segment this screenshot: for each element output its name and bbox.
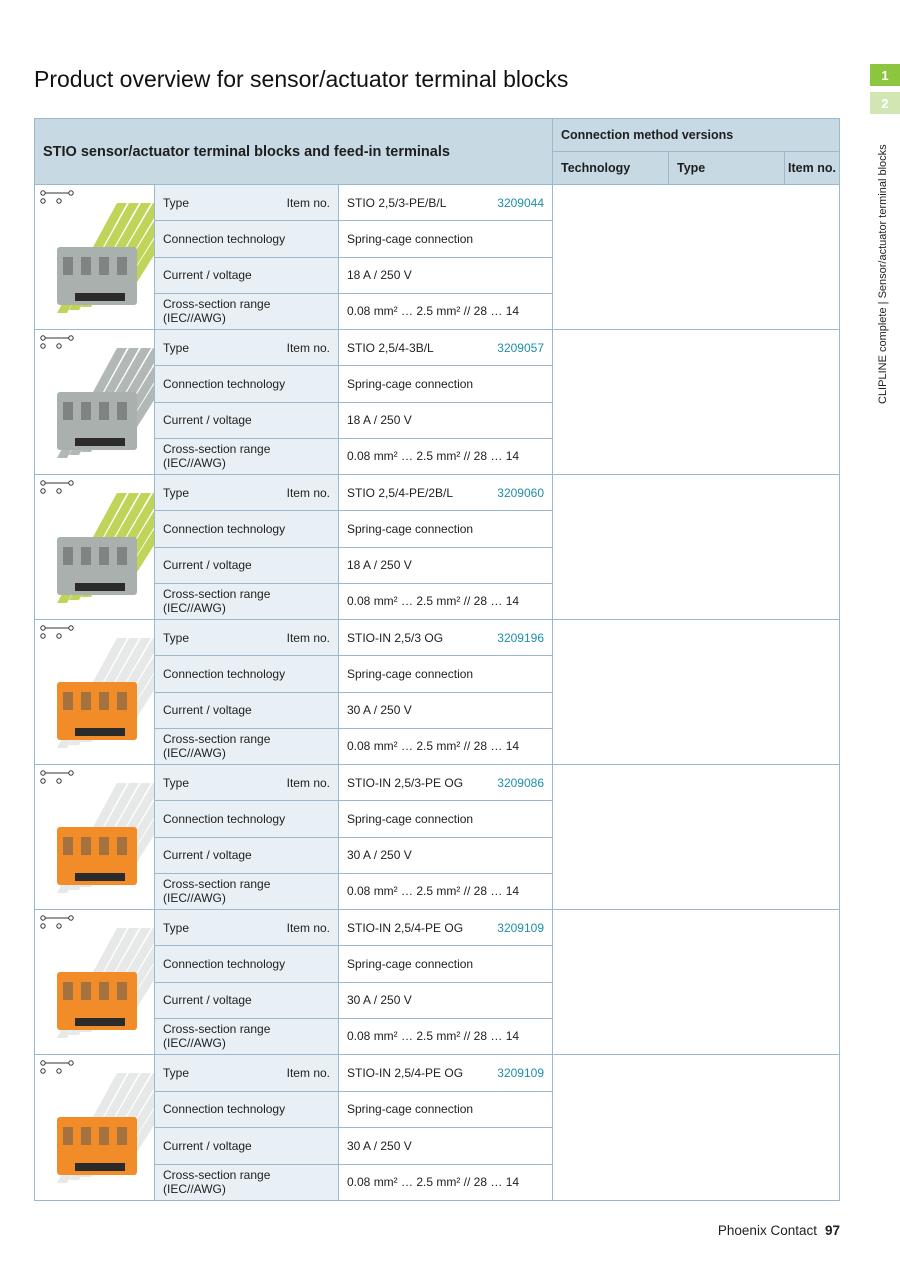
page-footer: [718, 1223, 840, 1238]
spec-row-type: [155, 330, 552, 366]
circuit-symbol-node: [41, 779, 45, 783]
circuit-symbol-node: [57, 779, 61, 783]
spec-label-item-no: Item no.: [286, 340, 330, 355]
spec-row-current: [155, 983, 552, 1019]
spec-row-connection: [155, 656, 552, 692]
terminal-opening: [63, 547, 73, 565]
circuit-symbol-node: [41, 481, 45, 485]
spec-row-cross-section: [155, 874, 552, 909]
spec-label-item-no: Item no.: [286, 775, 330, 790]
spec-label-type: Type: [163, 920, 190, 935]
item-number-link[interactable]: 3209086: [497, 775, 544, 790]
item-number-link[interactable]: 3209109: [497, 1065, 544, 1080]
spec-label-connection: Connection technology: [155, 656, 339, 691]
spec-label-cross-section: Cross-section range (IEC//AWG): [155, 584, 339, 619]
circuit-symbol-node: [57, 344, 61, 348]
item-number-link[interactable]: 3209109: [497, 920, 544, 935]
din-rail: [75, 1018, 125, 1026]
spec-value-connection: Spring-cage connection: [347, 521, 474, 536]
terminal-block-illustration: [35, 330, 154, 474]
circuit-symbol-node: [41, 1069, 45, 1073]
spec-label-connection: Connection technology: [155, 366, 339, 401]
item-number-link[interactable]: 3209044: [497, 195, 544, 210]
product-type: STIO-IN 2,5/3-PE OG: [347, 775, 464, 790]
product-row: [35, 185, 839, 330]
spec-row-cross-section: [155, 439, 552, 474]
spec-value-current: 30 A / 250 V: [347, 993, 412, 1008]
spec-label-type: Type: [163, 195, 190, 210]
connection-method-cell: [553, 910, 839, 1054]
spec-label-current: Current / voltage: [155, 1128, 339, 1164]
spec-label-connection: Connection technology: [155, 801, 339, 836]
product-type: STIO 2,5/4-PE/2B/L: [347, 485, 454, 500]
connection-method-cell: [553, 765, 839, 909]
connection-method-cell: [553, 620, 839, 764]
spec-label-cross-section: Cross-section range (IEC//AWG): [155, 1165, 339, 1201]
col-item-no: Item no.: [788, 161, 836, 175]
spec-row-current: [155, 403, 552, 439]
spec-label-current: Current / voltage: [155, 693, 339, 728]
spec-value-cross-section: 0.08 mm² … 2.5 mm² // 28 … 14: [347, 884, 520, 899]
spec-label-type-cell: [155, 765, 339, 800]
spec-label-type-cell: [155, 910, 339, 945]
spec-label-connection: Connection technology: [155, 221, 339, 256]
terminal-opening: [117, 257, 127, 275]
product-specs: [155, 1055, 553, 1200]
spec-label-cross-section: Cross-section range (IEC//AWG): [155, 1019, 339, 1054]
circuit-symbol-node: [41, 634, 45, 638]
product-image: [35, 330, 155, 474]
circuit-symbol-node: [41, 924, 45, 928]
din-rail: [75, 293, 125, 301]
spec-label-current: Current / voltage: [155, 838, 339, 873]
spec-label-cross-section: Cross-section range (IEC//AWG): [155, 439, 339, 474]
product-type: STIO 2,5/3-PE/B/L: [347, 195, 447, 210]
circuit-symbol-node: [69, 336, 73, 340]
spec-value-cross-section: 0.08 mm² … 2.5 mm² // 28 … 14: [347, 449, 520, 464]
circuit-symbol-node: [41, 199, 45, 203]
chapter-tab-1[interactable]: 1: [870, 64, 900, 86]
spec-value-current: 18 A / 250 V: [347, 413, 412, 428]
product-image: [35, 765, 155, 909]
chapter-tab-2[interactable]: 2: [870, 92, 900, 114]
din-rail: [75, 438, 125, 446]
product-list: [35, 185, 839, 1200]
page-number: 97: [824, 1223, 840, 1238]
terminal-opening: [117, 837, 127, 855]
spec-row-type: [155, 185, 552, 221]
connection-method-title: Connection method versions: [553, 119, 839, 152]
spec-value-cross-section: 0.08 mm² … 2.5 mm² // 28 … 14: [347, 1029, 520, 1044]
circuit-symbol-node: [69, 916, 73, 920]
spec-label-current: Current / voltage: [155, 258, 339, 293]
product-row: [35, 765, 839, 910]
connection-header: [553, 119, 839, 184]
spec-row-connection: [155, 366, 552, 402]
circuit-symbol-node: [57, 489, 61, 493]
spec-value-cross-section: 0.08 mm² … 2.5 mm² // 28 … 14: [347, 1175, 520, 1190]
connection-method-cell: [553, 330, 839, 474]
spec-row-current: [155, 1128, 552, 1165]
spec-label-connection: Connection technology: [155, 511, 339, 546]
spec-label-item-no: Item no.: [286, 485, 330, 500]
product-type: STIO-IN 2,5/4-PE OG: [347, 1065, 464, 1080]
terminal-opening: [81, 547, 91, 565]
footer-brand: Phoenix Contact: [717, 1223, 817, 1238]
spec-row-type: [155, 1055, 552, 1092]
product-type: STIO-IN 2,5/3 OG: [347, 630, 444, 645]
terminal-block-illustration: [35, 765, 154, 909]
circuit-symbol-node: [41, 916, 45, 920]
product-type: STIO 2,5/4-3B/L: [347, 340, 434, 355]
spec-value-current: 30 A / 250 V: [347, 848, 412, 863]
product-type: STIO-IN 2,5/4-PE OG: [347, 920, 464, 935]
spec-label-type: Type: [163, 775, 190, 790]
circuit-symbol-node: [69, 481, 73, 485]
spec-value-connection: Spring-cage connection: [347, 811, 474, 826]
terminal-opening: [81, 402, 91, 420]
terminal-block-illustration: [35, 475, 154, 619]
spec-row-type: [155, 475, 552, 511]
circuit-symbol-node: [41, 1061, 45, 1065]
spec-row-type: [155, 765, 552, 801]
spec-row-connection: [155, 1092, 552, 1129]
terminal-opening: [117, 692, 127, 710]
din-rail: [75, 873, 125, 881]
spec-value-current: 18 A / 250 V: [347, 268, 412, 283]
product-row: [35, 330, 839, 475]
spec-label-type: Type: [163, 630, 190, 645]
col-technology: Technology: [553, 152, 669, 184]
product-specs: [155, 765, 553, 909]
connection-method-cell: [553, 475, 839, 619]
spec-label-item-no: Item no.: [286, 630, 330, 645]
product-specs: [155, 620, 553, 764]
product-image: [35, 620, 155, 764]
spec-value-connection: Spring-cage connection: [347, 666, 474, 681]
product-row: [35, 620, 839, 765]
item-number-link[interactable]: 3209196: [497, 630, 544, 645]
din-rail: [75, 1163, 125, 1171]
product-image: [35, 475, 155, 619]
circuit-symbol-node: [69, 191, 73, 195]
spec-value-cross-section: 0.08 mm² … 2.5 mm² // 28 … 14: [347, 739, 520, 754]
spec-value-current: 18 A / 250 V: [347, 558, 412, 573]
circuit-symbol-node: [41, 489, 45, 493]
spec-row-cross-section: [155, 1019, 552, 1054]
spec-value-connection: Spring-cage connection: [347, 376, 474, 391]
spec-value-type-cell: [339, 620, 552, 655]
table-header-title: STIO sensor/actuator terminal blocks and feed-in terminals: [35, 119, 553, 184]
din-rail: [75, 728, 125, 736]
terminal-opening: [81, 692, 91, 710]
connection-method-cell: [553, 1055, 839, 1200]
spec-value-type-cell: [339, 765, 552, 800]
spec-label-type-cell: [155, 330, 339, 365]
spec-label-type: Type: [163, 485, 190, 500]
product-image: [35, 185, 155, 329]
spec-label-item-no: Item no.: [286, 1065, 330, 1080]
product-specs: [155, 910, 553, 1054]
spec-row-cross-section: [155, 294, 552, 329]
circuit-symbol-node: [57, 634, 61, 638]
spec-label-current: Current / voltage: [155, 403, 339, 438]
spec-value-type-cell: [339, 910, 552, 945]
terminal-opening: [63, 692, 73, 710]
spec-value-connection: Spring-cage connection: [347, 1102, 474, 1117]
spec-label-type-cell: [155, 475, 339, 510]
spec-label-type-cell: [155, 1055, 339, 1091]
spec-value-current: 30 A / 250 V: [347, 703, 412, 718]
connection-columns: [553, 152, 839, 184]
table-header: [35, 119, 839, 185]
terminal-opening: [63, 257, 73, 275]
spec-row-type: [155, 620, 552, 656]
terminal-opening: [117, 402, 127, 420]
spec-label-connection: Connection technology: [155, 1092, 339, 1128]
spec-row-cross-section: [155, 584, 552, 619]
terminal-opening: [81, 982, 91, 1000]
product-image: [35, 1055, 155, 1200]
terminal-opening: [81, 837, 91, 855]
spec-label-cross-section: Cross-section range (IEC//AWG): [155, 294, 339, 329]
circuit-symbol-node: [41, 344, 45, 348]
spec-row-current: [155, 258, 552, 294]
spec-value-cross-section: 0.08 mm² … 2.5 mm² // 28 … 14: [347, 594, 520, 609]
spec-value-cross-section: 0.08 mm² … 2.5 mm² // 28 … 14: [347, 304, 520, 319]
product-row: [35, 910, 839, 1055]
product-row: [35, 475, 839, 620]
spec-label-type-cell: [155, 620, 339, 655]
spec-row-cross-section: [155, 729, 552, 764]
terminal-opening: [63, 1127, 73, 1145]
circuit-symbol-node: [69, 626, 73, 630]
terminal-opening: [81, 1127, 91, 1145]
circuit-symbol-node: [41, 771, 45, 775]
terminal-opening: [99, 257, 109, 275]
spec-value-connection: Spring-cage connection: [347, 956, 474, 971]
spec-label-cross-section: Cross-section range (IEC//AWG): [155, 729, 339, 764]
terminal-opening: [99, 692, 109, 710]
spec-row-cross-section: [155, 1165, 552, 1201]
terminal-block-illustration: [35, 620, 154, 764]
terminal-opening: [117, 1127, 127, 1145]
spec-label-type-cell: [155, 185, 339, 220]
spec-label-type: Type: [163, 1065, 190, 1080]
spec-value-connection: Spring-cage connection: [347, 231, 474, 246]
item-number-link[interactable]: 3209057: [497, 340, 544, 355]
spec-row-connection: [155, 801, 552, 837]
col-type: Type: [669, 152, 785, 184]
terminal-block-illustration: [35, 1055, 154, 1199]
terminal-block-illustration: [35, 910, 154, 1054]
terminal-opening: [117, 982, 127, 1000]
circuit-symbol-node: [69, 771, 73, 775]
connection-method-cell: [553, 185, 839, 329]
terminal-block-illustration: [35, 185, 154, 329]
terminal-opening: [117, 547, 127, 565]
spec-label-item-no: Item no.: [286, 920, 330, 935]
spec-value-type-cell: [339, 330, 552, 365]
product-overview-table: [34, 118, 840, 1201]
spec-value-type-cell: [339, 475, 552, 510]
product-specs: [155, 475, 553, 619]
terminal-opening: [63, 837, 73, 855]
spec-value-current: 30 A / 250 V: [347, 1138, 412, 1153]
terminal-opening: [99, 837, 109, 855]
product-row: [35, 1055, 839, 1200]
terminal-opening: [99, 982, 109, 1000]
terminal-opening: [81, 257, 91, 275]
circuit-symbol-node: [41, 626, 45, 630]
spec-label-type: Type: [163, 340, 190, 355]
spec-label-current: Current / voltage: [155, 983, 339, 1018]
spec-value-type-cell: [339, 1055, 552, 1091]
terminal-opening: [63, 982, 73, 1000]
spec-label-connection: Connection technology: [155, 946, 339, 981]
terminal-opening: [99, 1127, 109, 1145]
circuit-symbol-node: [69, 1061, 73, 1065]
terminal-opening: [63, 402, 73, 420]
product-specs: [155, 185, 553, 329]
circuit-symbol-node: [57, 199, 61, 203]
terminal-opening: [99, 402, 109, 420]
side-chapter-title: CLIPLINE complete | Sensor/actuator terminal blocks: [877, 144, 889, 404]
spec-row-current: [155, 838, 552, 874]
spec-row-connection: [155, 511, 552, 547]
circuit-symbol-node: [57, 1069, 61, 1073]
spec-row-current: [155, 548, 552, 584]
product-specs: [155, 330, 553, 474]
spec-label-cross-section: Cross-section range (IEC//AWG): [155, 874, 339, 909]
spec-label-current: Current / voltage: [155, 548, 339, 583]
item-number-link[interactable]: 3209060: [497, 485, 544, 500]
spec-row-current: [155, 693, 552, 729]
terminal-opening: [99, 547, 109, 565]
spec-value-type-cell: [339, 185, 552, 220]
product-image: [35, 910, 155, 1054]
page-title: Product overview for sensor/actuator terminal blocks: [34, 66, 569, 92]
spec-label-item-no: Item no.: [286, 195, 330, 210]
din-rail: [75, 583, 125, 591]
circuit-symbol-node: [41, 336, 45, 340]
circuit-symbol-node: [41, 191, 45, 195]
spec-row-connection: [155, 946, 552, 982]
spec-row-type: [155, 910, 552, 946]
circuit-symbol-node: [57, 924, 61, 928]
spec-row-connection: [155, 221, 552, 257]
